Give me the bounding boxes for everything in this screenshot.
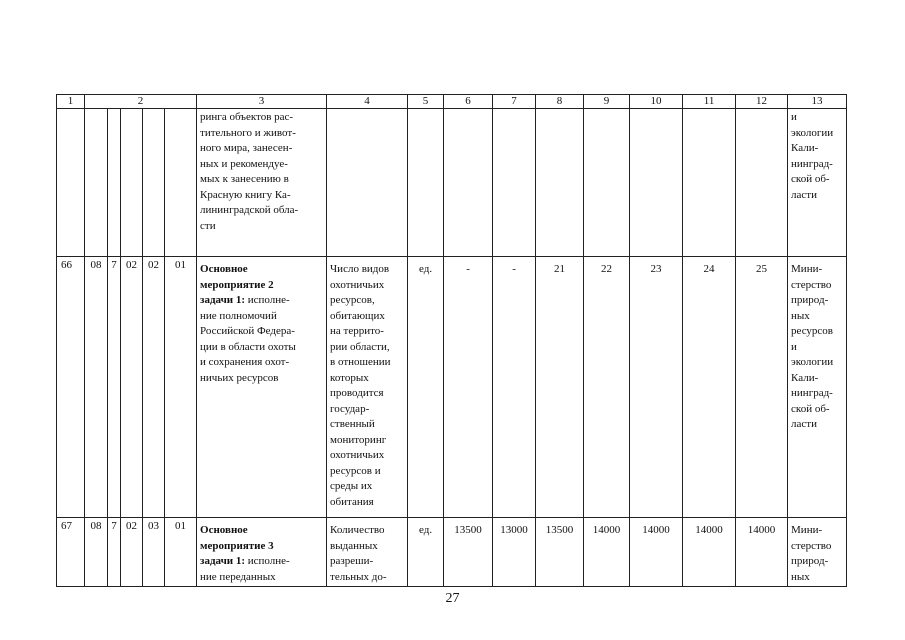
table-row	[57, 109, 847, 257]
value-cell: 14000	[736, 518, 788, 587]
code-cell: 03	[143, 518, 165, 587]
responsible-cell: и экологии Кали- нинград- ской об- ласти	[788, 109, 847, 257]
data-table	[56, 94, 847, 587]
header-cell: 13	[788, 95, 847, 109]
value-cell: 14000	[683, 518, 736, 587]
event-text: исполне- ние переданных	[200, 555, 290, 583]
code-cell: 7	[108, 518, 121, 587]
header-cell: 3	[197, 95, 327, 109]
header-cell: 7	[493, 95, 536, 109]
code-cell: 02	[121, 518, 143, 587]
value-cell: 25	[736, 257, 788, 518]
header-cell: 6	[444, 95, 493, 109]
row-number	[57, 109, 85, 257]
value-cell	[630, 109, 683, 257]
code-cell: 08	[85, 257, 108, 518]
header-cell: 9	[584, 95, 630, 109]
code-cell	[108, 109, 121, 257]
code-cell: 01	[165, 518, 197, 587]
header-cell: 11	[683, 95, 736, 109]
value-cell	[584, 109, 630, 257]
unit-cell	[408, 109, 444, 257]
value-cell: 14000	[584, 518, 630, 587]
event-cell	[197, 257, 327, 518]
header-row	[57, 95, 847, 109]
code-cell	[85, 109, 108, 257]
event-cell	[197, 109, 327, 257]
value-cell: 22	[584, 257, 630, 518]
event-title: Основное мероприятие 3 задачи 1:	[200, 524, 274, 567]
code-cell: 08	[85, 518, 108, 587]
header-cell: 12	[736, 95, 788, 109]
header-cell: 10	[630, 95, 683, 109]
value-cell	[493, 109, 536, 257]
code-cell: 02	[143, 257, 165, 518]
page-number: 27	[445, 591, 460, 606]
value-cell: 24	[683, 257, 736, 518]
value-cell	[736, 109, 788, 257]
header-cell: 5	[408, 95, 444, 109]
code-cell: 02	[121, 257, 143, 518]
indicator-cell: Количество выданных разреши- тельных до-	[327, 518, 408, 587]
code-cell: 01	[165, 257, 197, 518]
value-cell: 14000	[630, 518, 683, 587]
row-number: 67	[57, 518, 85, 587]
value-cell: 13500	[444, 518, 493, 587]
row-number: 66	[57, 257, 85, 518]
code-cell	[143, 109, 165, 257]
value-cell: -	[493, 257, 536, 518]
value-cell	[683, 109, 736, 257]
unit-cell: ед.	[408, 257, 444, 518]
header-cell: 8	[536, 95, 584, 109]
value-cell	[444, 109, 493, 257]
indicator-cell: Число видов охотничьих ресурсов, обитающих на террито- рии области, в отношении которых проводится государ- ственный мониторинг охотничьих ресурсов и среды их обитания	[327, 257, 408, 518]
table-row	[57, 518, 847, 587]
event-text: исполне- ние полномочий Российской Федера- ции в области охоты и сохранения охот- ничьих ресурсов	[200, 294, 296, 384]
value-cell: 13000	[493, 518, 536, 587]
indicator-cell	[327, 109, 408, 257]
value-cell: -	[444, 257, 493, 518]
value-cell	[536, 109, 584, 257]
event-cell	[197, 518, 327, 587]
value-cell: 13500	[536, 518, 584, 587]
header-cell: 1	[57, 95, 85, 109]
event-title: Основное мероприятие 2 задачи 1:	[200, 263, 274, 306]
responsible-cell: Мини- стерство природ- ных ресурсов и экологии Кали- нинград- ской об- ласти	[788, 257, 847, 518]
unit-cell: ед.	[408, 518, 444, 587]
responsible-cell: Мини- стерство природ- ных	[788, 518, 847, 587]
event-text: ринга объектов рас- тительного и живот- ного мира, занесен- ных и рекомендуе- мых к занесению в Красную книгу Ка- лининградской обла- сти	[200, 111, 299, 232]
header-cell: 2	[85, 95, 197, 109]
code-cell	[121, 109, 143, 257]
value-cell: 21	[536, 257, 584, 518]
header-cell: 4	[327, 95, 408, 109]
table-row	[57, 257, 847, 518]
value-cell: 23	[630, 257, 683, 518]
code-cell: 7	[108, 257, 121, 518]
code-cell	[165, 109, 197, 257]
